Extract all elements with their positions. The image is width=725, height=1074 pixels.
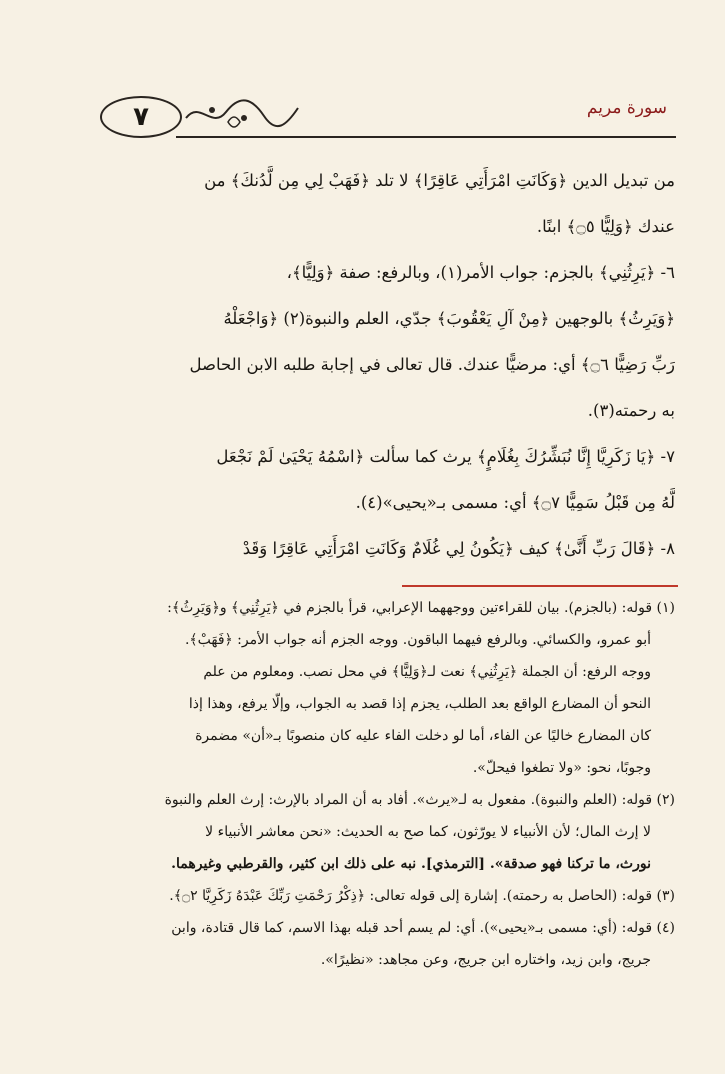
footnote-line: نورث، ما تركنا فهو صدقة». [الترمذي]. نبه على ذلك ابن كثير، والقرطبي وغيرهما.: [171, 856, 651, 872]
page-number: ٧: [100, 96, 182, 138]
text-line: ٧- ﴿يَا زَكَرِيَّا إِنَّا نُبَشِّرُكَ بِغُلَامٍ﴾ يرث كما سألت ﴿اسْمُهُ يَحْيَىٰ لَمْ نَجْعَل: [216, 447, 675, 466]
footnote-line: ووجه الرفع: أن الجملة ﴿يَرِثُنِي﴾ نعت لـ﴿وَلِيًّا﴾ في محل نصب. ومعلوم من علم: [203, 664, 651, 680]
text-line: به رحمته(٣).: [587, 401, 675, 420]
footnote-line: أبو عمرو، والكسائي. وبالرفع فيهما الباقون. ووجه الجزم أنه جواب الأمر: ﴿فَهَبْ﴾.: [184, 632, 651, 648]
footnote-line: (٣) قوله: (الحاصل به رحمته). إشارة إلى قوله تعالى: ﴿ذِكْرُ رَحْمَتِ رَبِّكَ عَبْدَهُ زَكَرِيَّا ۝٢﴾.: [169, 888, 675, 904]
footnote-line: جريج، وابن زيد، واختاره ابن جريج، وعن مجاهد: «نظيرًا».: [320, 952, 651, 968]
text-line: لَّهُ مِن قَبْلُ سَمِيًّا ۝٧﴾ أي: مسمى بـ«يحيى»(٤).: [355, 493, 675, 512]
footnote-divider: [402, 585, 678, 587]
footnote-line: وجوبًا، نحو: «ولا تطغوا فيحلّ».: [472, 760, 651, 776]
footnotes: [90, 592, 675, 976]
surah-title: سورة مريم: [586, 98, 667, 118]
footnote-line: (١) قوله: (بالجزم). بيان للقراءتين ووجههما الإعرابي، قرأ بالجزم في ﴿يَرِثُنِي﴾ و﴿وَيَرِثُ﴾:: [167, 600, 675, 616]
text-line: ﴿وَيَرِثُ﴾ بالوجهين ﴿مِنْ آلِ يَعْقُوبَ﴾ جدّي، العلم والنبوة(٢) ﴿وَاجْعَلْهُ: [223, 309, 675, 328]
footnote-line: النحو أن المضارع الواقع بعد الطلب، يجزم إذا قصد به الجواب، وإلّا يرفع، وهذا إذا: [188, 696, 651, 712]
ornament-icon: [182, 96, 302, 136]
text-line: ٦- ﴿يَرِثُنِي﴾ بالجزم: جواب الأمر(١)، وبالرفع: صفة ﴿وَلِيًّا﴾،: [286, 263, 675, 282]
footnote-line: (٤) قوله: (أي: مسمى بـ«يحيى»). أي: لم يسم أحد قبله بهذا الاسم، كما قال قتادة، وابن: [171, 920, 675, 936]
footnote-line: (٢) قوله: (العلم والنبوة). مفعول به لـ«يرث». أفاد به أن المراد بالإرث: إرث العلم والنبوة: [164, 792, 675, 808]
text-line: من تبديل الدين ﴿وَكَانَتِ امْرَأَتِي عَاقِرًا﴾ لا تلد ﴿فَهَبْ لِي مِن لَّدُنكَ﴾ من: [204, 171, 675, 190]
page-header: [100, 92, 675, 152]
text-line: عندك ﴿وَلِيًّا ۝٥﴾ ابنًا.: [536, 217, 675, 236]
main-text: [90, 158, 675, 572]
header-rule: [176, 136, 676, 138]
footnote-line: لا إرث المال؛ لأن الأنبياء لا يورّثون، كما صح به الحديث: «نحن معاشر الأنبياء لا: [205, 824, 651, 840]
footnote-line: كان المضارع خاليًا عن الفاء، أما لو دخلت الفاء عليه كان منصوبًا بـ«أن» مضمرة: [195, 728, 651, 744]
text-line: رَبِّ رَضِيًّا ۝٦﴾ أي: مرضيًّا عندك. قال تعالى في إجابة طلبه الابن الحاصل: [189, 355, 675, 374]
text-line: ٨- ﴿قَالَ رَبِّ أَنَّىٰ﴾ كيف ﴿يَكُونُ لِي غُلَامٌ وَكَانَتِ امْرَأَتِي عَاقِرًا وَقَدْ: [242, 539, 675, 558]
